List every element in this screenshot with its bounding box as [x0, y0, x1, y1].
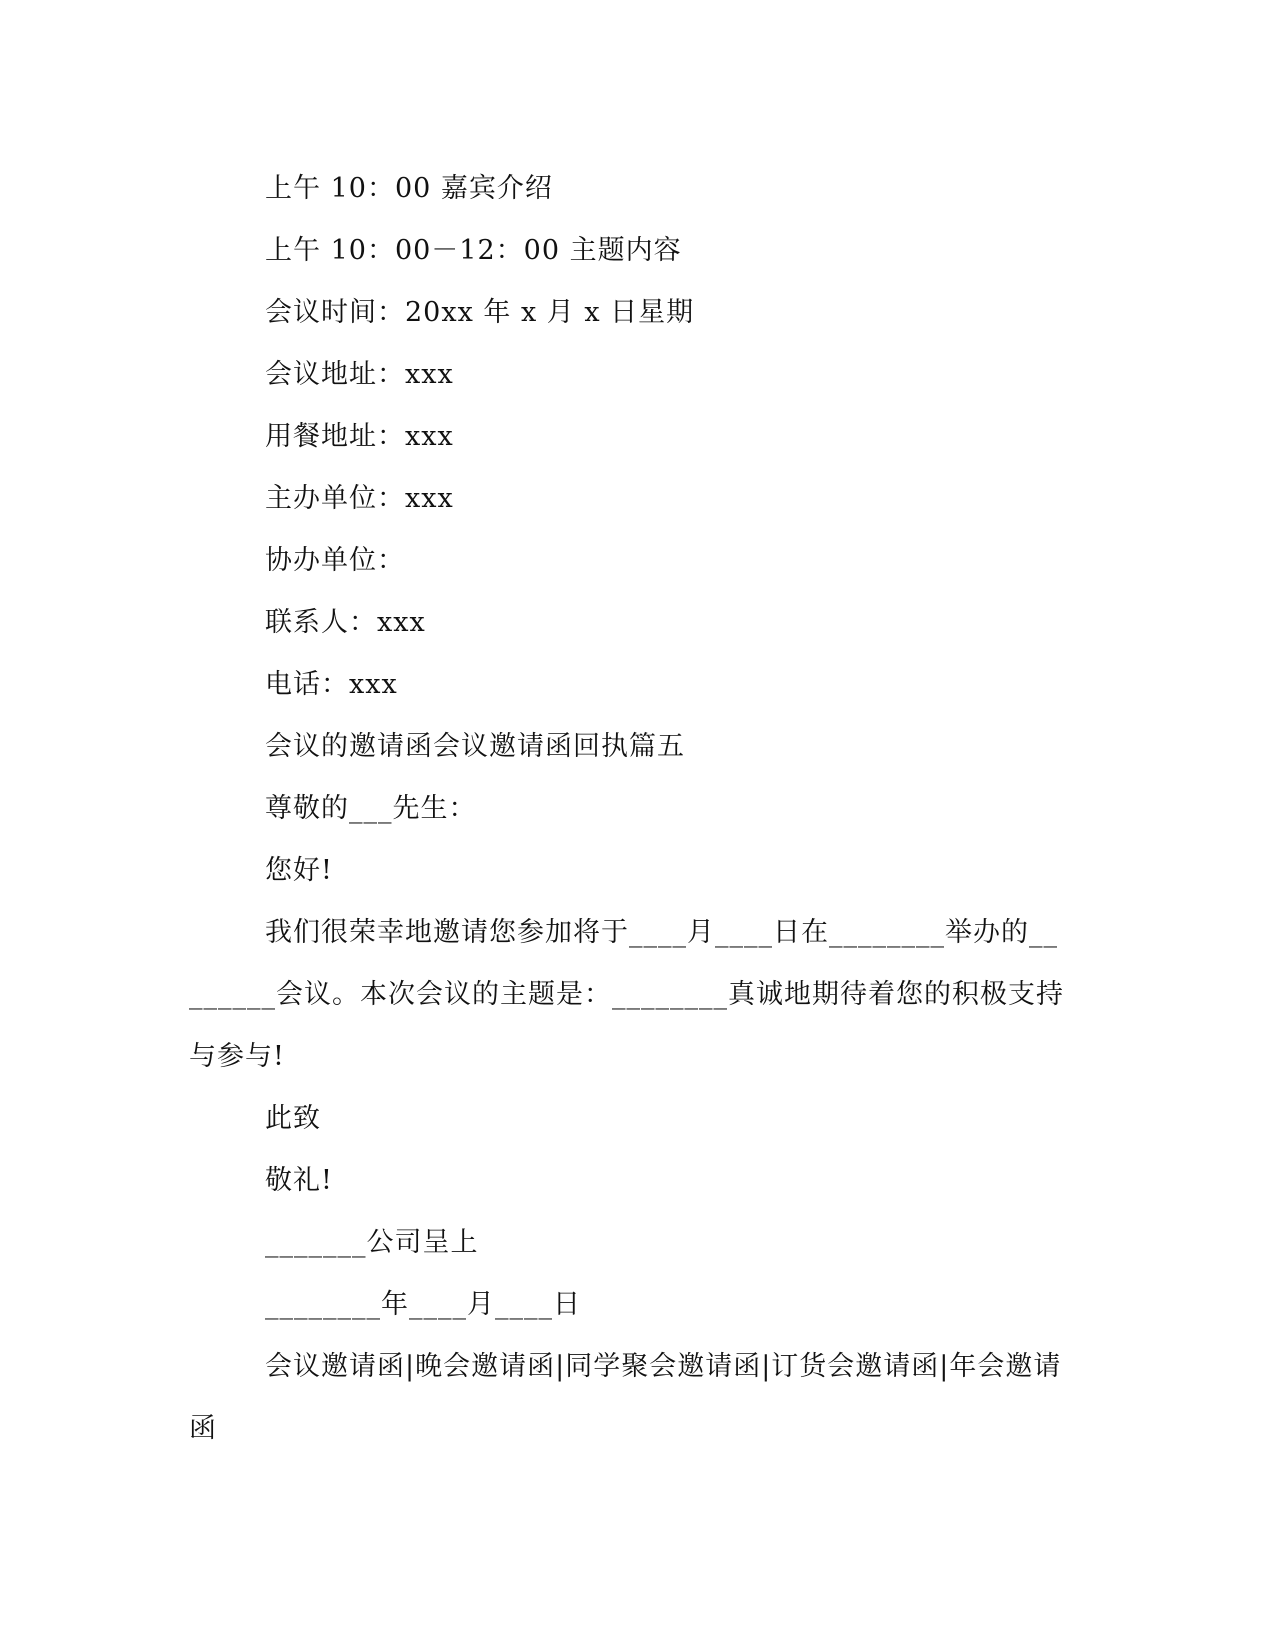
salutation-line: 尊敬的___先生： [265, 793, 477, 824]
schedule-line-main-topic: 上午 10：00－12：00 主题内容 [265, 235, 682, 266]
meeting-time-line: 会议时间：20xx 年 x 月 x 日星期 [265, 297, 695, 328]
contact-person-line: 联系人：xxx [265, 607, 426, 638]
signature-company-line: _______公司呈上 [265, 1227, 479, 1258]
schedule-line-guest-intro: 上午 10：00 嘉宾介绍 [265, 173, 553, 204]
document-body [189, 158, 1069, 1460]
meeting-address-line: 会议地址：xxx [265, 359, 454, 390]
host-organization-line: 主办单位：xxx [265, 483, 454, 514]
invitation-paragraph: 我们很荣幸地邀请您参加将于____月____日在________举办的________会议。本次会议的主题是：________真诚地期待着您的积极支持与参与! [189, 917, 1064, 1072]
co-organizer-line: 协办单位： [265, 545, 405, 576]
signature-date-line: ________年____月____日 [265, 1289, 581, 1320]
dining-address-line: 用餐地址：xxx [265, 421, 454, 452]
phone-line: 电话：xxx [265, 669, 398, 700]
related-links-paragraph: 会议邀请函|晚会邀请函|同学聚会邀请函|订货会邀请函|年会邀请函 [189, 1351, 1062, 1444]
closing-line-cizhi: 此致 [265, 1103, 321, 1134]
closing-line-jingli: 敬礼! [265, 1165, 333, 1196]
section-title: 会议的邀请函会议邀请函回执篇五 [265, 731, 685, 762]
greeting-line: 您好! [265, 855, 333, 886]
